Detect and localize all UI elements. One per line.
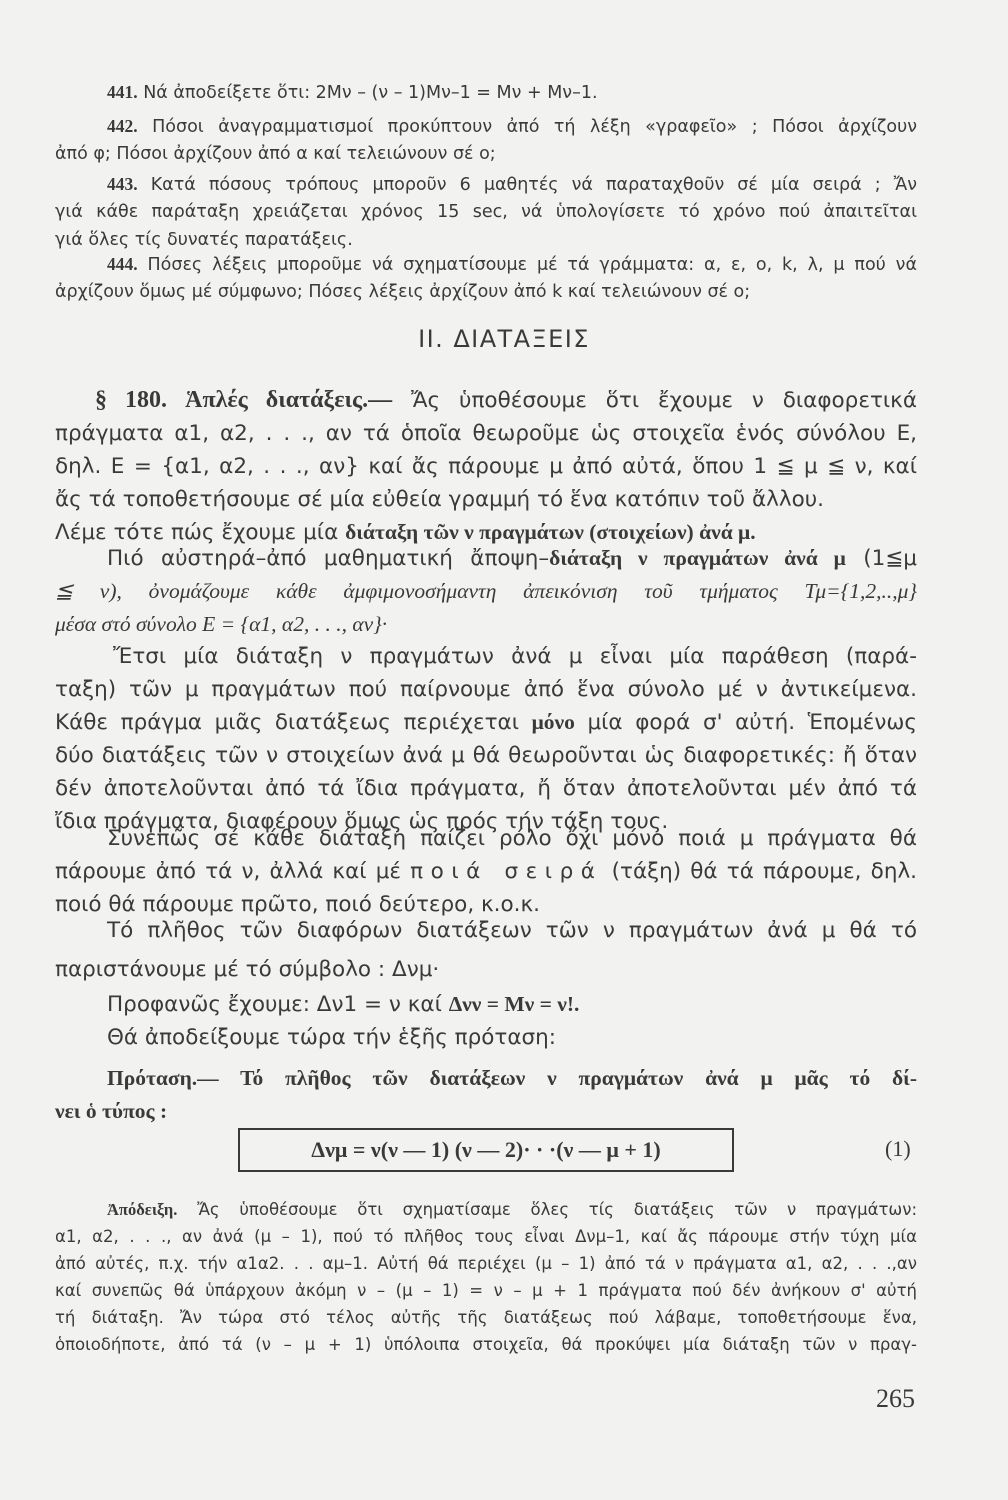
exercise-number: 441.	[107, 82, 138, 102]
exercise-443	[55, 170, 917, 254]
section-label: § 180. Ἁπλές διατάξεις.—	[95, 387, 393, 413]
paragraph-strict-definition: Πιό αὐστηρά–ἀπό μαθηματική ἄποψη–διάταξη ν πραγμάτων ἀνά μ (1≦μ ≦ ν), ὀνομάζουμε κάθε ἀμφιμονοσήμαντη ἀπεικόνιση τοῦ τμήματος Τμ={1,2,..,μ} μέσα στό σύνολο Ε = {α1, α2, . . ., αν}·	[55, 546, 917, 636]
emphasis-mono: μόνο	[531, 710, 575, 734]
exercise-text: Πόσες λέξεις μποροῦμε νά σχηματίσουμε μέ τά γράμματα: α, ε, ο, k, λ, μ πού νά	[147, 255, 917, 275]
definition-term: διάταξη ν πραγμάτων ἀνά μ	[549, 546, 846, 570]
exercise-number: 442.	[107, 116, 138, 136]
formula-text: Δνμ = ν(ν — 1) (ν — 2)· · ·(ν — μ + 1)	[311, 1137, 661, 1162]
definition-term: διάταξη τῶν ν πραγμάτων (στοιχείων) ἀνά μ.	[345, 520, 756, 544]
emphasis-spaced: ποιά σειρά	[410, 859, 603, 884]
paragraph-tha: Θά ἀποδείξουμε τώρα τήν ἑξῆς πρόταση:	[107, 1025, 557, 1050]
exercise-text: γιά κάθε παράταξη χρειάζεται χρόνος 15 sec, νά ὑπολογίσετε τό χρόνο πού ἀπαιτεῖται	[55, 202, 917, 222]
exercise-444	[55, 250, 917, 306]
proof-label: Ἀπόδειξη.	[107, 1200, 178, 1219]
formula-box	[238, 1128, 734, 1172]
exercise-number: 444.	[107, 254, 138, 274]
exercise-text: Νά ἀποδείξετε ὅτι: 2Μν – (ν – 1)Μν–1 = Μν + Μν–1.	[143, 83, 598, 103]
section-heading: II. ΔΙΑΤΑΞΕΙΣ	[418, 325, 590, 353]
exercise-442	[55, 112, 917, 168]
paragraph-protasi: Πρόταση.— Τό πλῆθος τῶν διατάξεων ν πραγμάτων ἀνά μ μᾶς τό δί- νει ὁ τύπος :	[55, 1066, 917, 1123]
exercise-text: Πόσοι ἀναγραμματισμοί προκύπτουν ἀπό τή λέξη «γραφεῖο» ; Πόσοι ἀρχίζουν	[152, 117, 917, 137]
exercise-text: ἀπό φ; Πόσοι ἀρχίζουν ἀπό α καί τελειώνουν σέ ο;	[55, 144, 496, 164]
paragraph-plithos: Τό πλῆθος τῶν διαφόρων διατάξεων τῶν ν πραγμάτων ἀνά μ θά τό παριστάνουμε μέ τό σύμβολο : Δνμ·	[55, 918, 917, 982]
paragraph-synepos: Συνεπῶς σέ κάθε διάταξη παίζει ρόλο ὄχι μόνο ποιά μ πράγματα θά πάρουμε ἀπό τά ν, ἀλλά καί μέ ποιά σειρά (τάξη) θά τά πάρουμε, δηλ. ποιό θά πάρουμε πρῶτο, ποιό δεύτερο, κ.ο.κ.	[55, 826, 917, 917]
proof: Ἀπόδειξη. Ἄς ὑποθέσουμε ὅτι σχηματίσαμε ὅλες τίς διατάξεις τῶν ν πραγμάτων: α1, α2, . . ., αν ἀνά (μ – 1), πού τό πλῆθος τους εἶναι Δνμ–1, καί ἄς πάρουμε στήν τύχη μία ἀπό αὐτές, π.χ. τήν α1α2. . . αμ–1. Αὐτή θά περιέχει (μ – 1) ἀπό τά ν πράγματα α1, α2, . . .,αν καί συνεπῶς θά ὑπάρχουν ἀκόμη ν – (μ – 1) = ν – μ + 1 πράγματα πού δέν ἀνήκουν σ' αὐτή τή διάταξη. Ἄν τώρα στό τέλος αὐτῆς τῆς διατάξεως πού λάβαμε, τοποθετήσουμε ἕνα, ὁποιοδήποτε, ἀπό τά (ν – μ + 1) ὑπόλοιπα στοιχεῖα, θά προκύψει μία διάταξη τῶν ν πραγ-	[55, 1200, 917, 1354]
paragraph-profanos: Προφανῶς ἔχουμε: Δν1 = ν καί Δνν = Μν = ν!. Θά ἀποδείξουμε τώρα τήν ἑξῆς πρόταση:	[55, 988, 917, 1054]
exercise-441	[55, 78, 917, 106]
exercise-text: ἀρχίζουν ὅμως μέ σύμφωνο; Πόσες λέξεις ἀρχίζουν ἀπό k καί τελειώνουν σέ ο;	[55, 282, 751, 302]
exercise-text: Κατά πόσους τρόπους μποροῦν 6 μαθητές νά παραταχθοῦν σέ μία σειρά ; Ἄν	[150, 175, 917, 195]
page-number: 265	[876, 1384, 915, 1413]
paragraph-etsi: Ἔτσι μία διάταξη ν πραγμάτων ἀνά μ εἶναι μία παράθεση (παρά- ταξη) τῶν μ πραγμάτων πού παίρνουμε ἀπό ἕνα σύνολο μέ ν ἀντικείμενα. Κάθε πράγμα μιᾶς διατάξεως περιέχεται μόνο μία φορά σ' αὐτή. Ἑπομένως δύο διατάξεις τῶν ν στοιχείων ἀνά μ θά θεωροῦνται ὡς διαφορετικές: ἤ ὅταν δέν ἀποτελοῦνται ἀπό τά ἴδια πράγματα, ἤ ὅταν ἀποτελοῦνται μέν ἀπό τά ἴδια πράγματα, διαφέρουν ὅμως ὡς πρός τήν τάξη τους.	[55, 644, 917, 834]
exercise-text: γιά ὅλες τίς δυνατές παρατάξεις.	[55, 230, 353, 250]
paragraph-180: § 180. Ἁπλές διατάξεις.— Ἄς ὑποθέσουμε ὅτι ἔχουμε ν διαφορετικά πράγματα α1, α2, . . ., αν τά ὁποῖα θεωροῦμε ὡς στοιχεῖα ἑνός σύνόλου Ε, δηλ. Ε = {α1, α2, . . ., αν} καί ἄς πάρουμε μ ἀπό αὐτά, ὅπου 1 ≦ μ ≦ ν, καί ἄς τά τοποθετήσουμε σέ μία εὐθεία γραμμή τό ἕνα κατόπιν τοῦ ἄλλου. Λέμε τότε πώς ἔχουμε μία διάταξη τῶν ν πραγμάτων (στοιχείων) ἀνά μ.	[55, 387, 917, 545]
exercise-number: 443.	[107, 174, 138, 194]
formula-number: (1)	[885, 1136, 911, 1161]
